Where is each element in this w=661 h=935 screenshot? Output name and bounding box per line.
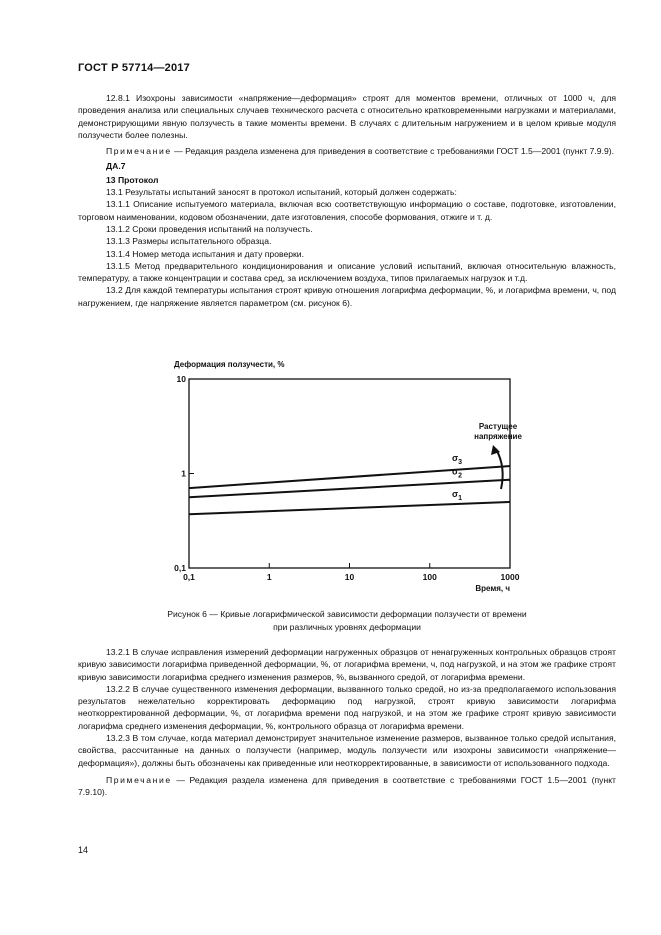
note-2	[78, 774, 616, 799]
series-line-σ1	[189, 502, 510, 514]
subsection-title: 13 Протокол	[106, 174, 159, 185]
paragraph-13-1-1: 13.1.1 Описание испытуемого материала, включая всю соответствующую информацию о составе, подготовке, изготовлении, торговом наименовании, кодовом обозначении, дате изготовления, способе формования, отжиге и т. д.	[78, 199, 616, 222]
x-tick-label: 1	[266, 572, 272, 582]
paragraph-13-1-4: 13.1.4 Номер метода испытания и дату проверки.	[106, 248, 304, 259]
y-tick-label: 10	[176, 374, 186, 384]
note-label: Примечание	[106, 774, 172, 785]
y-tick-label: 1	[181, 468, 186, 479]
figure-caption	[78, 608, 616, 634]
y-axis-label: Деформация ползучести, %	[174, 360, 285, 369]
note-text: — Редакция раздела изменена для приведения в соответствие с требованиями ГОСТ 1.5—2001 (пункт 7.9.9).	[171, 146, 615, 157]
paragraph-13-2-2: 13.2.2 В случае существенного изменения деформации, вызванного только средой, но из-за предполагаемого использования результатов нежелательно корректировать деформацию под нагрузкой, строят кривую зависимости логарифма неоткорректированной деформации, %, от логарифма времени под нагрузкой, и на этом же графике строят кривую зависимости логарифма среднего изменения деформации, %, контрольного образца от логарифма времени.	[78, 683, 616, 731]
note-text: — Редакция раздела изменена для приведения в соответствие с требованиями ГОСТ 1.5—2001 (пункт 7.9.10).	[78, 774, 616, 798]
annotation-line-2: напряжение	[474, 432, 522, 441]
page-number: 14	[78, 845, 89, 855]
paragraph-13-2: 13.2 Для каждой температуры испытания строят кривую отношения логарифма деформации, %, и логарифма времени, ч, под нагружением, где напряжение является параметром (см. рисунок 6).	[78, 285, 616, 308]
annotation-arrow	[496, 449, 503, 489]
bottom-text-block	[78, 646, 616, 799]
section-title: ДА.7	[106, 161, 126, 172]
x-tick-label: 0,1	[183, 572, 195, 582]
paragraph-12-8-1: 12.8.1 Изохроны зависимости «напряжение—деформация» строят для моментов времени, отличных от 1000 ч, для проведения анализа или специальных случаев технического расчета с относительно кратковременными нагрузками и материалами, демонстрирующими явную ползучесть в такие моменты времени. В случаях с длительным нагружением и в целом кривые модуля ползучести более полезны.	[78, 93, 616, 140]
top-text-block	[78, 92, 616, 309]
paragraph-13-1: 13.1 Результаты испытаний заносят в протокол испытаний, который должен содержать:	[106, 187, 457, 198]
document-header: ГОСТ Р 57714—2017	[78, 62, 190, 74]
creep-chart	[150, 355, 540, 605]
x-tick-label: 100	[422, 572, 437, 582]
paragraph-13-1-3: 13.1.3 Размеры испытательного образца.	[106, 236, 272, 247]
series-label-σ3: $\sigma_3$	[452, 453, 463, 467]
paragraph-13-1-2: 13.1.2 Сроки проведения испытаний на ползучесть.	[106, 223, 313, 234]
x-tick-label: 1000	[500, 572, 520, 582]
x-axis-label: Время, ч	[475, 584, 510, 593]
note-1	[78, 145, 616, 157]
paragraph-13-2-3: 13.2.3 В том случае, когда материал демонстрирует значительное изменение размеров, вызванное только средой испытания, свойства, рассчитанные на данных о ползучести (например, модуль ползучести или изохроны зависимости «напряжение—деформация»), должны быть обозначены как приведенные или неоткорректированные, в зависимости от использованного подхода.	[78, 733, 616, 768]
paragraph-13-2-1: 13.2.1 В случае исправления измерений деформации нагруженных образцов от ненагруженных контрольных образцов строят кривую зависимости логарифма приведенной деформации, %, от логарифма времени, ч, под нагрузкой, и на этом же графике строят кривую зависимости логарифма среднего изменения размеров, %, вызванного средой, от логарифма времени.	[78, 647, 616, 682]
y-tick-label: 0,1	[174, 563, 186, 573]
annotation-line-1: Растущее	[478, 422, 518, 431]
note-label: Примечание	[106, 146, 172, 157]
series-label-σ2: $\sigma_2$	[452, 466, 463, 480]
series-label-σ1: $\sigma_1$	[452, 488, 463, 502]
x-tick-label: 10	[344, 572, 355, 582]
caption-line-2: при различных уровнях деформации	[273, 622, 421, 632]
paragraph-13-1-5: 13.1.5 Метод предварительного кондиционирования и описание условий испытаний, включая относительную влажность, температуру, а также концентрации и состава сред, за исключением воздуха, типов прилагаемых нагрузок и т.д.	[78, 260, 616, 284]
caption-line-1: Рисунок 6 — Кривые логарифмической зависимости деформации ползучести от времени	[167, 609, 527, 619]
